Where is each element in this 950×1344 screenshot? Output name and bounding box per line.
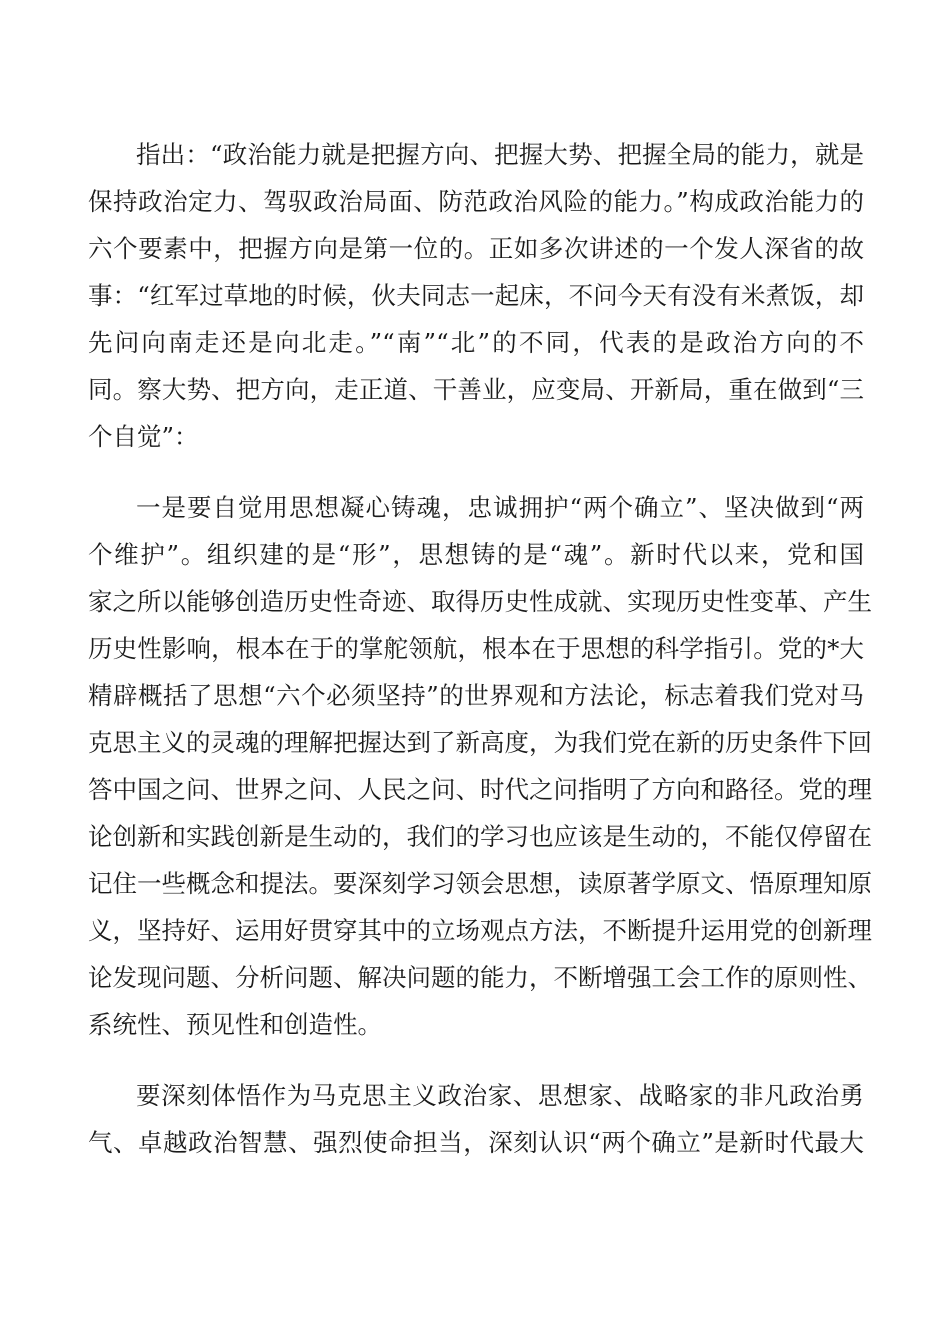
paragraph-deep-understanding — [88, 1072, 864, 1166]
text-line: 指出：“政治能力就是把握方向、把握大势、把握全局的能力，就是 — [136, 140, 864, 169]
text-line: 个自觉”： — [88, 422, 199, 451]
text-line: 义，坚持好、运用好贯穿其中的立场观点方法，不断提升运用党的创新理 — [88, 916, 872, 945]
text-line: 气、卓越政治智慧、强烈使命担当，深刻认识“两个确立”是新时代最大 — [88, 1128, 864, 1157]
text-line: 一是要自觉用思想凝心铸魂，忠诚拥护“两个确立”、坚决做到“两 — [136, 493, 864, 522]
text-line: 论创新和实践创新是生动的，我们的学习也应该是生动的，不能仅停留在 — [88, 822, 872, 851]
text-line: 系统性、预见性和创造性。 — [88, 1010, 382, 1039]
text-line: 六个要素中，把握方向是第一位的。正如多次讲述的一个发人深省的故 — [88, 234, 864, 263]
text-line: 保持政治定力、驾驭政治局面、防范政治风险的能力。”构成政治能力的 — [88, 187, 864, 216]
text-line: 同。察大势、把方向，走正道、干善业，应变局、开新局，重在做到“三 — [88, 375, 864, 404]
text-line: 家之所以能够创造历史性奇迹、取得历史性成就、实现历史性变革、产生 — [88, 587, 872, 616]
text-line: 个维护”。组织建的是“形”，思想铸的是“魂”。新时代以来，党和国 — [88, 540, 864, 569]
text-line: 记住一些概念和提法。要深刻学习领会思想，读原著学原文、悟原理知原 — [88, 869, 872, 898]
text-line: 答中国之问、世界之问、人民之问、时代之问指明了方向和路径。党的理 — [88, 775, 872, 804]
paragraph-thought-soul — [88, 484, 872, 1048]
text-line: 先问向南走还是向北走。”“南”“北”的不同，代表的是政治方向的不 — [88, 328, 864, 357]
text-line: 论发现问题、分析问题、解决问题的能力，不断增强工会工作的原则性、 — [88, 963, 872, 992]
text-line: 事：“红军过草地的时候，伙夫同志一起床，不问今天有没有米煮饭，却 — [88, 281, 864, 310]
paragraph-spacer — [88, 1048, 864, 1072]
text-line: 要深刻体悟作为马克思主义政治家、思想家、战略家的非凡政治勇 — [136, 1081, 864, 1110]
text-line: 历史性影响，根本在于的掌舵领航，根本在于思想的科学指引。党的*大 — [88, 634, 864, 663]
paragraph-political-ability — [88, 131, 864, 460]
paragraph-spacer — [88, 460, 864, 484]
text-line: 精辟概括了思想“六个必须坚持”的世界观和方法论，标志着我们党对马 — [88, 681, 864, 710]
text-line: 克思主义的灵魂的理解把握达到了新高度，为我们党在新的历史条件下回 — [88, 728, 872, 757]
document-body — [88, 131, 872, 1166]
